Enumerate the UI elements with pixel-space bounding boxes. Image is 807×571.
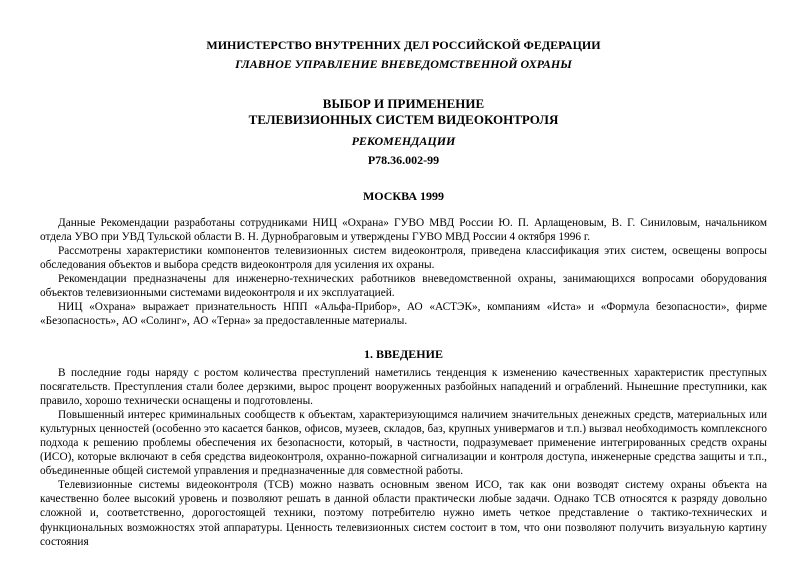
intro-paragraph: Данные Рекомендации разработаны сотрудниками НИЦ «Охрана» ГУВО МВД России Ю. П. Арлащеновым, В. Г. Синиловым, начальником отдела УВО при УВД Тульской области В. Н. Дурнобраговым и утверждены ГУВО МВД России 4 октября 1996 г.: [40, 217, 767, 244]
intro-paragraph: Рекомендации предназначены для инженерно-технических работников вневедомственной охраны, занимающихся вопросами оборудования объектов телевизионными системами видеоконтроля и их эксплуатацией.: [40, 273, 767, 300]
intro-paragraph: НИЦ «Охрана» выражает признательность НПП «Альфа-Прибор», АО «АСТЭК», компаниям «Иста» и «Формула безопасности», фирме «Безопасность», АО «Солинг», АО «Терна» за предоставленные материалы.: [40, 301, 767, 328]
intro-block: [40, 216, 767, 328]
ministry-heading: МИНИСТЕРСТВО ВНУТРЕННИХ ДЕЛ РОССИЙСКОЙ ФЕДЕРАЦИИ: [206, 38, 601, 52]
department-heading: ГЛАВНОЕ УПРАВЛЕНИЕ ВНЕВЕДОМСТВЕННОЙ ОХРАНЫ: [235, 57, 572, 71]
body-paragraph: Телевизионные системы видеоконтроля (ТСВ) можно назвать основным звеном ИСО, так как они возводят систему охраны объекта на качественно более высокий уровень и позволяют решать в данной области практически любые задачи. Однако ТСВ относятся к разряду довольно сложной и, соответственно, дорогостоящей техники, поэтому потребителю нужно иметь четкое представление о тактико-технических и функциональных возможностях этой аппаратуры. Ценность телевизионных систем состоит в том, что они позволяют получить визуальную картину состояния: [40, 479, 767, 548]
section-heading: 1. ВВЕДЕНИЕ: [364, 347, 443, 361]
body-paragraph: Повышенный интерес криминальных сообществ к объектам, характеризующимся наличием значительных денежных средств, материальных или культурных ценностей (особенно это касается банков, офисов, музеев, складов, баз, крупных универмагов и т.п.) вызвал необходимость комплексного подхода к решению проблемы обеспечения их безопасности, который, в частности, подразумевает применение интегрированных средств охраны (ИСО), которые включают в себя средства видеоконтроля, охранно-пожарной сигнализации и контроля доступа, инженерные средства защиты и т.п., объединенные общей системой управления и предназначенные для совместной работы.: [40, 409, 767, 478]
document-subtitle: РЕКОМЕНДАЦИИ: [351, 134, 456, 148]
title-line-1: ВЫБОР И ПРИМЕНЕНИЕ: [322, 96, 485, 111]
body-block: [40, 366, 767, 549]
intro-paragraph: Рассмотрены характеристики компонентов телевизионных систем видеоконтроля, приведена классификация этих систем, освещены вопросы обследования объектов и выбора средств видеоконтроля для усиления их охраны.: [40, 245, 767, 272]
place-and-year: МОСКВА 1999: [362, 189, 445, 203]
title-line-2: ТЕЛЕВИЗИОННЫХ СИСТЕМ ВИДЕОКОНТРОЛЯ: [248, 112, 559, 127]
document-code: Р78.36.002-99: [367, 153, 440, 167]
body-paragraph: В последние годы наряду с ростом количества преступлений наметились тенденция к изменению качественных характеристик преступных посягательств. Преступления стали более дерзкими, вырос процент вооруженных разбойных нападений и ограблений. Нынешние преступники, как правило, хорошо технически оснащены и подготовлены.: [40, 367, 767, 408]
